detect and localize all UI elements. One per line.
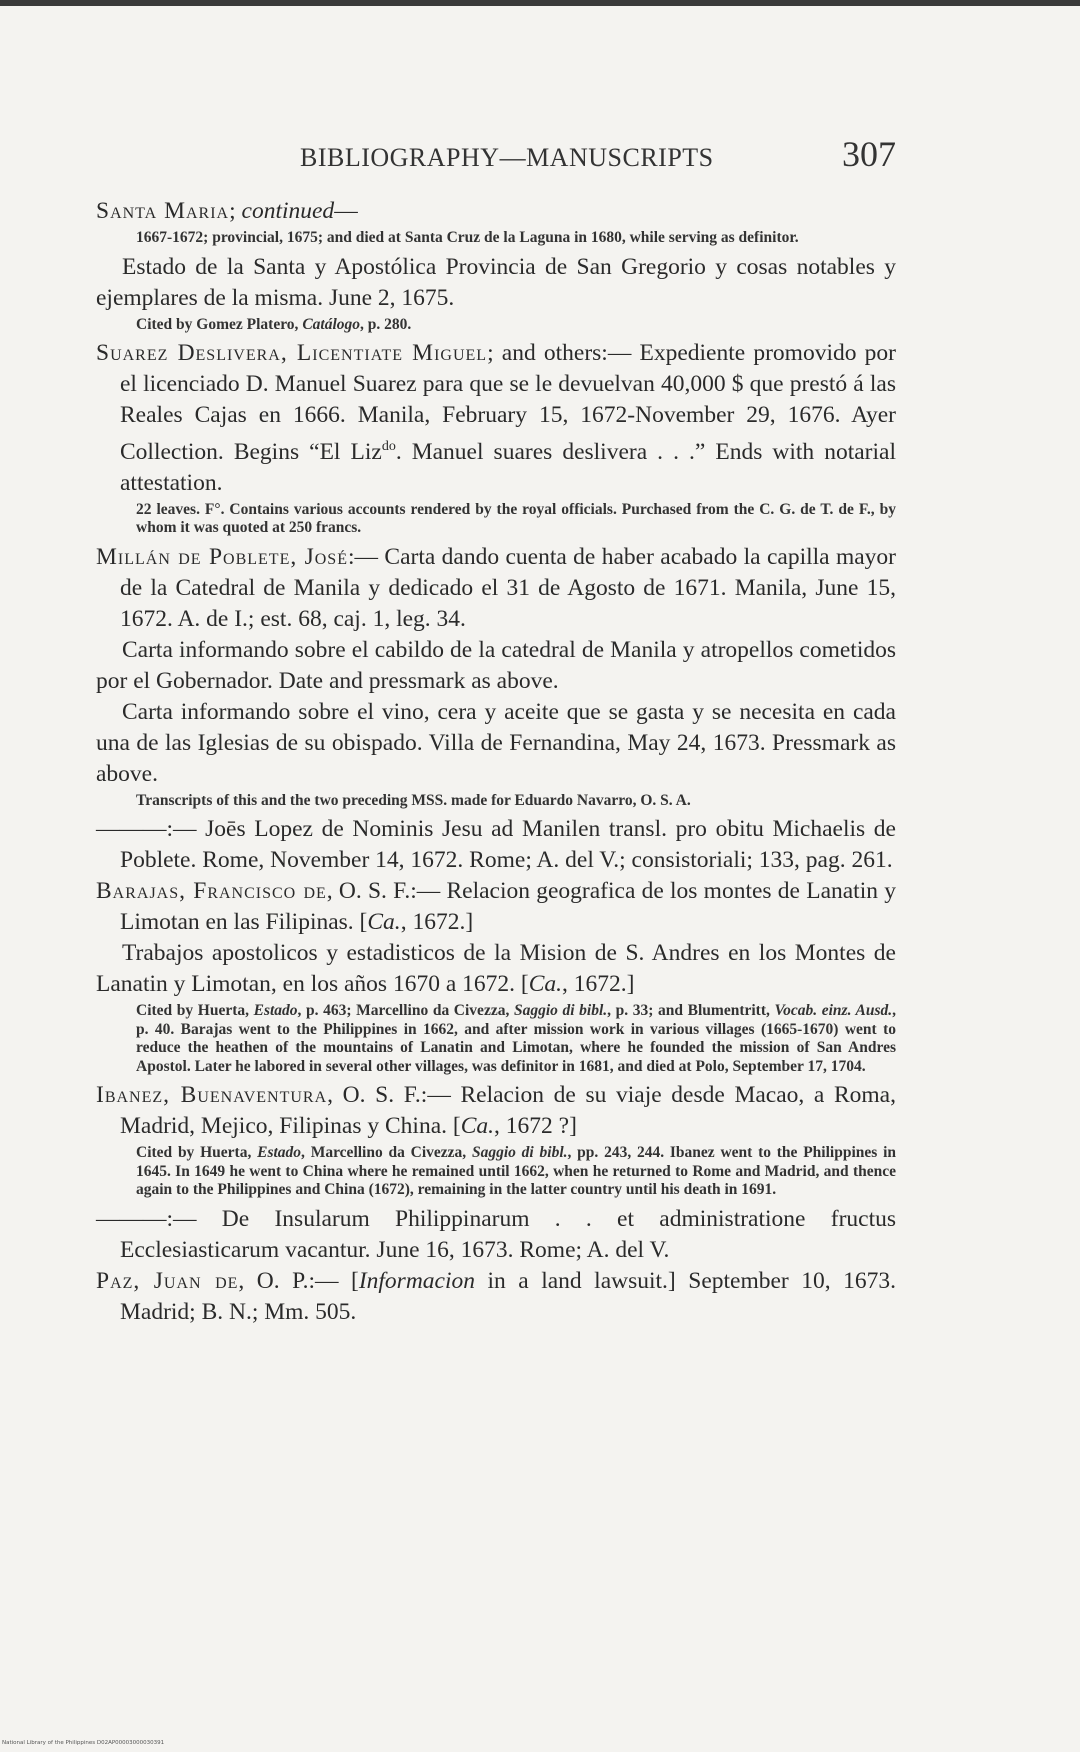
- page-number: 307: [842, 134, 896, 174]
- continued-label: continued: [241, 198, 335, 224]
- entry-heading: Barajas, Francisco de: [96, 878, 327, 905]
- ditto-dash: ———: [96, 816, 167, 843]
- note-transcripts: Transcripts of this and the two preceding MSS. made for Eduardo Navarro, O. S. A.: [136, 791, 691, 809]
- entry-paz: Paz, Juan de, O. P.:— [Informacion in a land lawsuit.] September 10, 1673. Madrid; B. N.; Mm. 505.: [96, 1267, 896, 1325]
- note-santa-maria-2: Cited by Gomez Platero, Catálogo, p. 280.: [136, 315, 412, 333]
- running-head: BIBLIOGRAPHY—MANUSCRIPTS: [300, 143, 714, 172]
- note-ibanez: Cited by Huerta, Estado, Marcellino da Civezza, Saggio di bibl., pp. 243, 244. Ibanez went to the Philippines in 1645. In 1649 he went to China where he remained until 1662, when he returned to Rome and Madrid, and thence again to the Philippines and China (1672), remaining in the latter country until his death in 1691.: [136, 1144, 897, 1199]
- entry-santa-maria: Santa Maria; continued—: [96, 198, 358, 224]
- note-suarez: 22 leaves. F°. Contains various accounts rendered by the royal officials. Purchased from the C. G. de T. de F., by whom it was quoted at 250 francs.: [136, 500, 896, 537]
- note-barajas: Cited by Huerta, Estado, p. 463; Marcellino da Civezza, Saggio di bibl., p. 33; and Blumentritt, Vocab. einz. Ausd., p. 40. Barajas went to the Philippines in 1662, and after mission work in various villages (1665-1670) went to reduce the heathen of the mountains of Lanatin and Limotan, where he founded the mission of San Andres Apostol. Later he labored in several other villages, was definitor in 1681, and died at Polo, September 17, 1704.: [136, 1002, 896, 1075]
- page-header: [0, 133, 1080, 183]
- entry-text-trabajos: Trabajos apostolicos y estadisticos de la Mision de S. Andres en los Montes de Lanatin y Limotan, en los años 1670 a 1672. [Ca., 1672.]: [96, 940, 896, 998]
- entry-heading: Ibanez, Buenaventura: [96, 1082, 328, 1109]
- entry-heading: Millán de Poblete, José: [96, 543, 348, 570]
- ditto-dash: ———: [96, 1205, 167, 1232]
- entry-millan-de-poblete: Millán de Poblete, José:— Carta dando cuenta de haber acabado la capilla mayor de la Catedral de Manila y dedicado el 31 de Agosto de 1671. Manila, June 15, 1672. A. de I.; est. 68, caj. 1, leg. 34.: [96, 543, 896, 632]
- page-body: [96, 196, 896, 1328]
- note-santa-maria-1: 1667-1672; provincial, 1675; and died at Santa Cruz de la Laguna in 1680, while serving as definitor.: [136, 229, 799, 246]
- entry-suarez-deslivera: Suarez Deslivera, Licentiate Miguel; and others:— Expediente promovido por el licenciado D. Manuel Suarez para que se le devuelvan 40,000 $ que prestó á las Reales Cajas en 1666. Manila, February 15, 1672-November 29, 1676. Ayer Collection. Begins “El Liz$^{do}$. Manuel suares deslivera . . .” Ends with notarial attestation.: [96, 340, 896, 496]
- entry-text-cabildo: Carta informando sobre el cabildo de la catedral de Manila y atropellos cometidos por el Gobernador. Date and pressmark as above.: [96, 636, 896, 694]
- top-edge-rule: [0, 0, 1080, 6]
- entry-text-joes-lopez: ———:— Joēs Lopez de Nominis Jesu ad Manilen transl. pro obitu Michaelis de Poblete. Rome, November 14, 1672. Rome; A. del V.; consistoriali; 133, pag. 261.: [96, 816, 896, 874]
- entry-text-insularum: ———:— De Insularum Philippinarum . . et administratione fructus Ecclesiasticarum vacantur. June 16, 1673. Rome; A. del V.: [96, 1205, 896, 1263]
- entry-heading: Santa Maria: [96, 198, 230, 224]
- superscript: do: [381, 439, 396, 454]
- entry-barajas: Barajas, Francisco de, O. S. F.:— Relacion geografica de los montes de Lanatin y Limotan en las Filipinas. [Ca., 1672.]: [96, 878, 896, 936]
- citation-title: Catálogo: [302, 315, 361, 333]
- entry-ibanez: Ibanez, Buenaventura, O. S. F.:— Relacion de su viaje desde Macao, a Roma, Madrid, Mejico, Filipinas y China. [Ca., 1672 ?]: [96, 1082, 896, 1140]
- scan-footer: National Library of the Philippines D02AP00003000030391: [2, 1740, 165, 1746]
- entry-text-estado: Estado de la Santa y Apostólica Provincia de San Gregorio y cosas notables y ejemplares de la misma. June 2, 1675.: [96, 253, 896, 311]
- entry-heading: Suarez Deslivera, Licentiate Miguel: [96, 340, 488, 366]
- entry-text-vino: Carta informando sobre el vino, cera y aceite que se gasta y se necesita en cada una de las Iglesias de su obispado. Villa de Fernandina, May 24, 1673. Pressmark as above.: [96, 698, 896, 787]
- entry-heading: Paz, Juan de: [96, 1267, 239, 1294]
